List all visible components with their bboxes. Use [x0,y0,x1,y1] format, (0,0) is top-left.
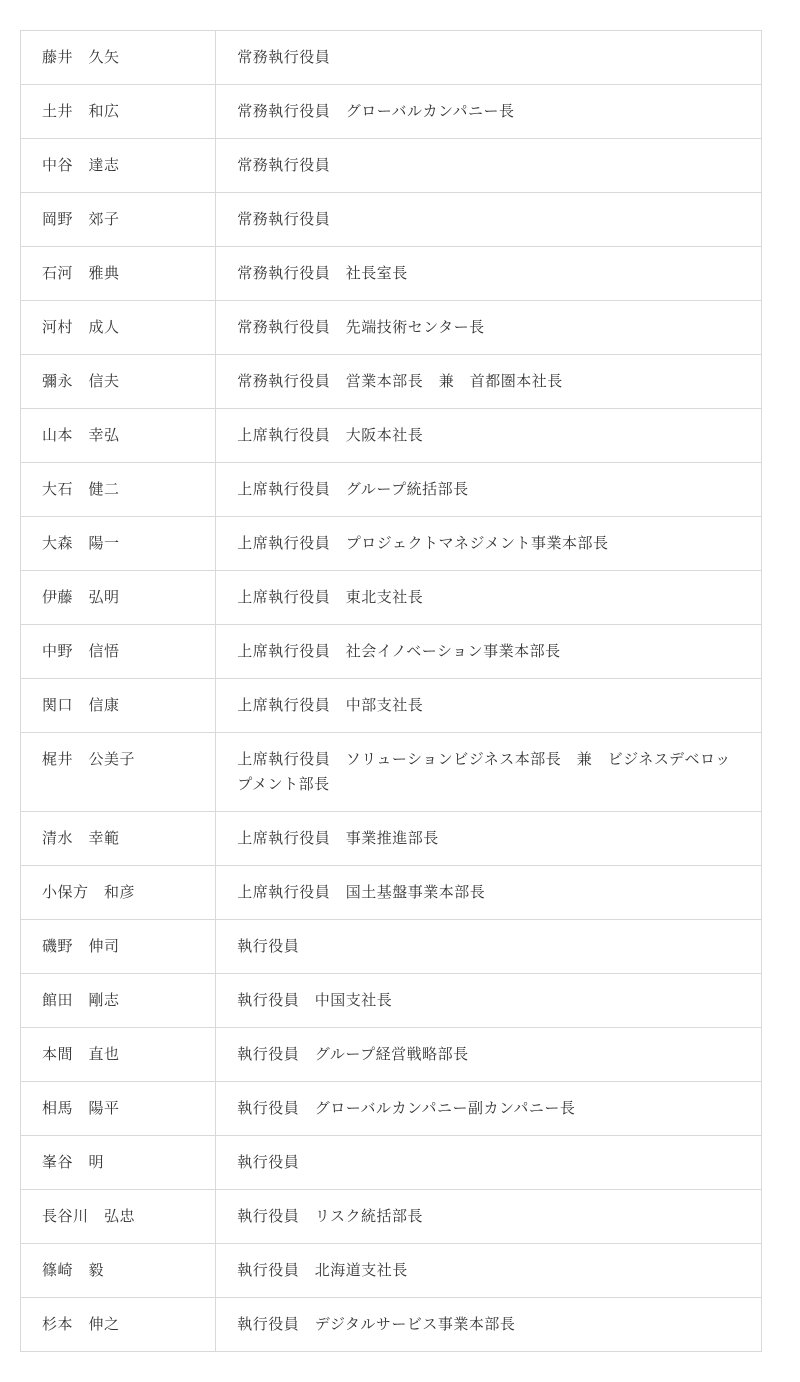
officer-title: 上席執行役員 事業推進部長 [216,812,762,866]
officer-title: 常務執行役員 [216,139,762,193]
officer-name: 館田 剛志 [21,974,216,1028]
officer-title: 常務執行役員 グローバルカンパニー長 [216,85,762,139]
officer-name: 中谷 達志 [21,139,216,193]
officers-table-container [20,30,762,1352]
officer-name: 小保方 和彦 [21,866,216,920]
officer-name: 大森 陽一 [21,517,216,571]
officer-name: 土井 和広 [21,85,216,139]
table-row [21,31,762,85]
officer-title: 上席執行役員 国土基盤事業本部長 [216,866,762,920]
officer-title: 常務執行役員 先端技術センター長 [216,301,762,355]
officer-title: 執行役員 北海道支社長 [216,1244,762,1298]
officer-name: 石河 雅典 [21,247,216,301]
officer-name: 相馬 陽平 [21,1082,216,1136]
officer-name: 伊藤 弘明 [21,571,216,625]
table-row [21,409,762,463]
officer-name: 杉本 伸之 [21,1298,216,1352]
table-row [21,85,762,139]
officer-title: 上席執行役員 中部支社長 [216,679,762,733]
officer-title: 執行役員 リスク統括部長 [216,1190,762,1244]
officer-title: 執行役員 中国支社長 [216,974,762,1028]
officer-name: 山本 幸弘 [21,409,216,463]
table-row [21,974,762,1028]
officer-title: 常務執行役員 [216,193,762,247]
officer-name: 河村 成人 [21,301,216,355]
table-row [21,1028,762,1082]
table-row [21,247,762,301]
officer-title: 執行役員 グループ経営戦略部長 [216,1028,762,1082]
officer-name: 清水 幸範 [21,812,216,866]
table-row [21,571,762,625]
officers-table [20,30,762,1352]
officer-title: 執行役員 グローバルカンパニー副カンパニー長 [216,1082,762,1136]
officer-title: 執行役員 [216,1136,762,1190]
officer-name: 関口 信康 [21,679,216,733]
officer-name: 本間 直也 [21,1028,216,1082]
officer-title: 上席執行役員 グループ統括部長 [216,463,762,517]
table-row [21,679,762,733]
officer-title: 上席執行役員 東北支社長 [216,571,762,625]
table-row [21,463,762,517]
officer-title: 執行役員 デジタルサービス事業本部長 [216,1298,762,1352]
table-row [21,625,762,679]
officer-title: 上席執行役員 社会イノベーション事業本部長 [216,625,762,679]
table-row [21,920,762,974]
table-row [21,733,762,812]
table-row [21,301,762,355]
officer-title: 上席執行役員 プロジェクトマネジメント事業本部長 [216,517,762,571]
officer-name: 峯谷 明 [21,1136,216,1190]
table-row [21,1298,762,1352]
table-row [21,355,762,409]
officer-name: 藤井 久矢 [21,31,216,85]
officer-name: 梶井 公美子 [21,733,216,812]
officer-title: 執行役員 [216,920,762,974]
table-row [21,866,762,920]
table-row [21,1244,762,1298]
table-row [21,139,762,193]
officer-name: 磯野 伸司 [21,920,216,974]
table-row [21,517,762,571]
officer-name: 彌永 信夫 [21,355,216,409]
table-row [21,812,762,866]
officer-name: 長谷川 弘忠 [21,1190,216,1244]
officer-name: 中野 信悟 [21,625,216,679]
officer-title: 上席執行役員 ソリューションビジネス本部長 兼 ビジネスデベロップメント部長 [216,733,762,812]
officer-title: 常務執行役員 社長室長 [216,247,762,301]
table-row [21,193,762,247]
table-row [21,1082,762,1136]
table-row [21,1136,762,1190]
officer-title: 上席執行役員 大阪本社長 [216,409,762,463]
officer-name: 大石 健二 [21,463,216,517]
officer-title: 常務執行役員 営業本部長 兼 首都圏本社長 [216,355,762,409]
officer-name: 岡野 郊子 [21,193,216,247]
officer-title: 常務執行役員 [216,31,762,85]
table-row [21,1190,762,1244]
officer-name: 篠崎 毅 [21,1244,216,1298]
